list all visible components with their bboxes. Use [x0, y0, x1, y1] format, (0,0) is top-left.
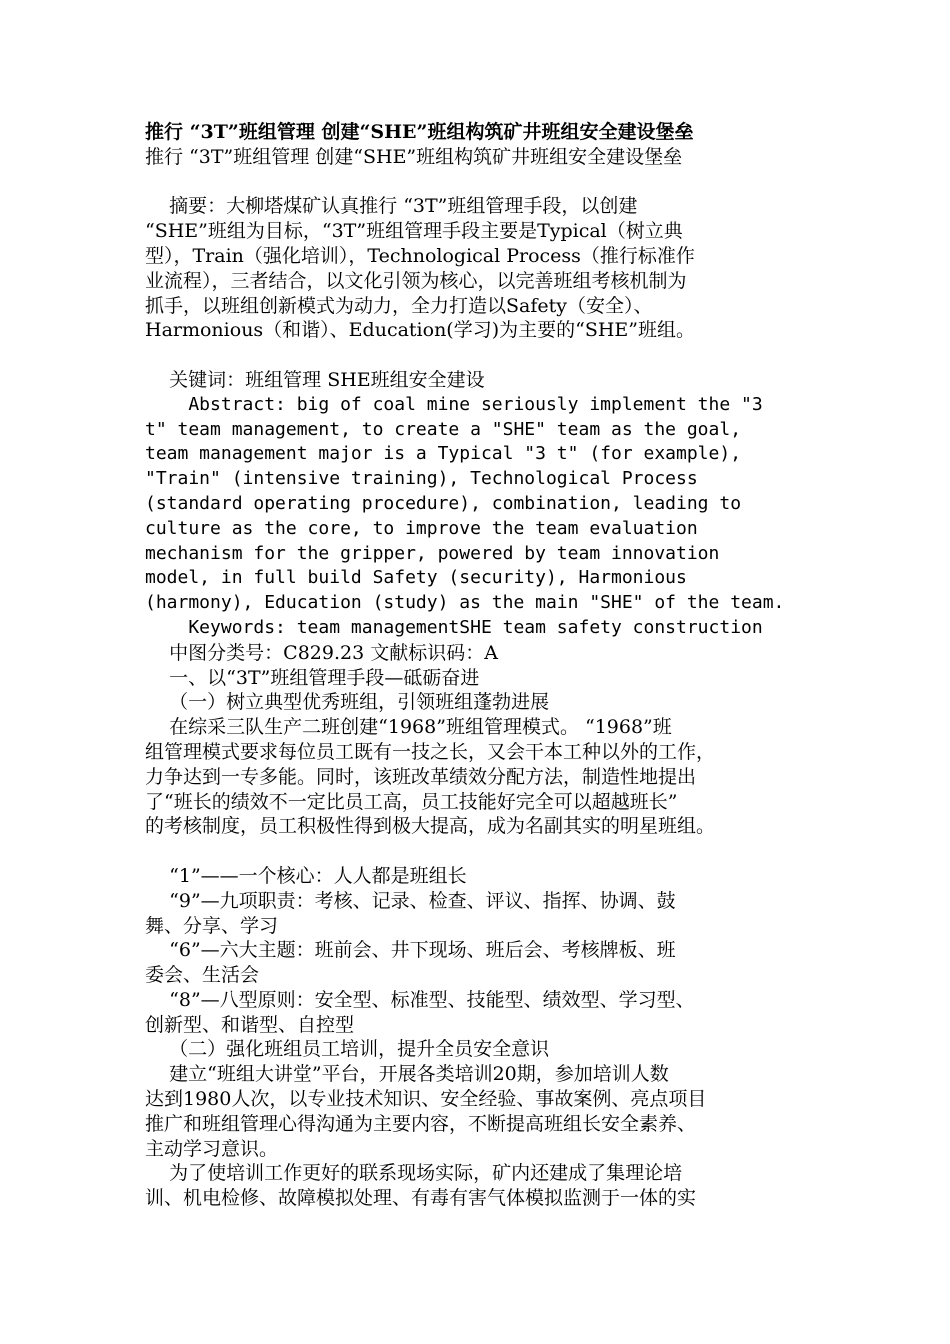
abstract-en-line: "Train" (intensive training), Technological Process [145, 468, 698, 490]
paragraph-line: 力争达到一专多能。同时，该班改革绩效分配方法，制造性地提出 [145, 765, 697, 788]
paragraph-3 [145, 1161, 835, 1211]
abstract-cn-line: 业流程），三者结合，以文化引领为核心，以完善班组考核机制为 [145, 269, 687, 292]
abstract-cn-line: Harmonious（和谐）、Education(学习)为主要的“SHE”班组。 [145, 319, 696, 342]
paragraph-line: 为了使培训工作更好的联系现场实际，矿内还建成了集理论培 [145, 1162, 683, 1185]
list-item: 舞、分享、学习 [145, 914, 279, 937]
paragraph-line: 在综采三队生产二班创建“1968”班组管理模式。 “1968”班 [145, 716, 672, 739]
paragraph-line: 达到1980人次，以专业技术知识、安全经验、事故案例、亮点项目 [145, 1088, 707, 1111]
list-item: 创新型、和谐型、自控型 [145, 1013, 355, 1036]
spacer [145, 839, 835, 864]
document-page [145, 120, 835, 1211]
abstract-cn [145, 194, 835, 343]
paragraph-line: 了“班长的绩效不一定比员工高，员工技能好完全可以超越班长” [145, 790, 678, 813]
keywords-en: Keywords: team managementSHE team safety construction [145, 616, 763, 638]
paragraph-line: 推广和班组管理心得沟通为主要内容，不断提高班组长安全素养、 [145, 1112, 697, 1135]
document-title: 推行 “3T”班组管理 创建“SHE”班组构筑矿井班组安全建设堡垒 [145, 145, 683, 168]
abstract-en-line: (standard operating procedure), combination, leading to [145, 492, 742, 514]
abstract-en-line: model, in full build Safety (security), Harmonious [145, 567, 687, 589]
list-1968 [145, 864, 835, 1038]
section-heading-1: 一、以“3T”班组管理手段—砥砺奋进 [145, 666, 480, 689]
subsection-heading-1: （一）树立典型优秀班组，引领班组蓬勃进展 [145, 691, 550, 714]
spacer [145, 343, 835, 368]
list-item: 委会、生活会 [145, 964, 260, 987]
abstract-cn-line: 摘要：大柳塔煤矿认真推行 “3T”班组管理手段，以创建 [145, 195, 638, 218]
abstract-en [145, 393, 835, 641]
classification-code: 中图分类号：C829.23 文献标识码：A [145, 641, 498, 664]
document-title-bold: 推行 “3T”班组管理 创建“SHE”班组构筑矿井班组安全建设堡垒 [145, 121, 694, 143]
abstract-en-line: mechanism for the gripper, powered by team innovation [145, 542, 720, 564]
abstract-en-line: team management major is a Typical "3 t" (for example), [145, 443, 742, 465]
subsection-heading-2: （二）强化班组员工培训，提升全员安全意识 [145, 1038, 550, 1061]
spacer [145, 170, 835, 195]
abstract-en-line: (harmony), Education (study) as the main "SHE" of the team. [145, 592, 785, 614]
list-item: “9”—九项职责：考核、记录、检查、评议、指挥、协调、鼓 [145, 889, 676, 912]
abstract-cn-line: 型），Train（强化培训），Technological Process（推行标准作 [145, 244, 695, 267]
keywords-cn: 关键词：班组管理 SHE班组安全建设 [145, 368, 485, 391]
paragraph-line: 的考核制度，员工积极性得到极大提高，成为名副其实的明星班组。 [145, 815, 716, 838]
abstract-en-line: Abstract: big of coal mine seriously implement the "3 [145, 393, 763, 415]
paragraph-line: 主动学习意识。 [145, 1137, 279, 1160]
paragraph-2 [145, 1062, 835, 1161]
paragraph-line: 训、机电检修、故障模拟处理、有毒有害气体模拟监测于一体的实 [145, 1187, 697, 1210]
list-item: “6”—六大主题：班前会、井下现场、班后会、考核牌板、班 [145, 939, 676, 962]
paragraph-line: 组管理模式要求每位员工既有一技之长，又会干本工种以外的工作， [145, 740, 716, 763]
abstract-cn-line: 抓手，以班组创新模式为动力，全力打造以Safety（安全）、 [145, 294, 653, 317]
abstract-en-line: t" team management, to create a "SHE" team as the goal, [145, 418, 742, 440]
abstract-cn-line: “SHE”班组为目标，“3T”班组管理手段主要是Typical（树立典 [145, 220, 683, 243]
paragraph-1 [145, 715, 835, 839]
paragraph-line: 建立“班组大讲堂”平台，开展各类培训20期，参加培训人数 [145, 1063, 669, 1086]
list-item: “8”—八型原则：安全型、标准型、技能型、绩效型、学习型、 [145, 988, 695, 1011]
list-item: “1”——一个核心：人人都是班组长 [145, 864, 467, 887]
abstract-en-line: culture as the core, to improve the team evaluation [145, 517, 698, 539]
